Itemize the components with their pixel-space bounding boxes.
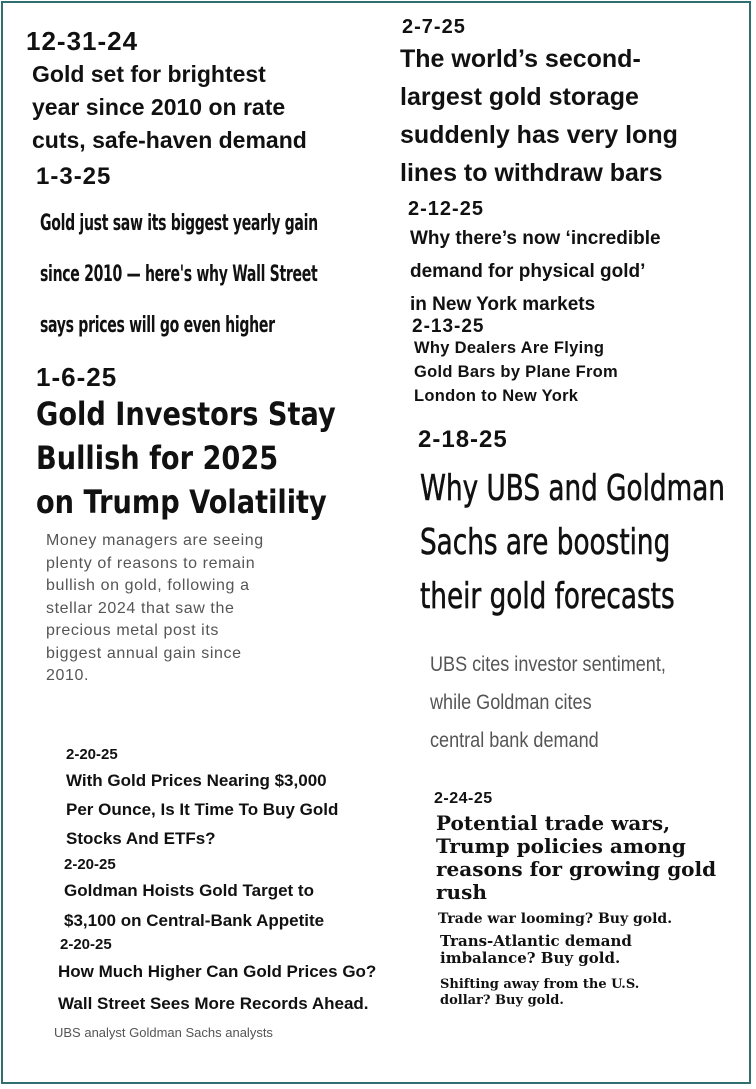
headline-gold-investors-bullish: [36, 392, 336, 524]
headline-line: Wall Street Sees More Records Ahead.: [58, 994, 369, 1013]
headline-flying-gold-bars: [414, 336, 618, 408]
headline-line: Potential trade wars,: [436, 811, 671, 835]
headline-line: With Gold Prices Nearing $3,000: [66, 771, 327, 790]
headline-line: lines to withdraw bars: [400, 159, 663, 187]
date-1-6-25: 1-6-25: [36, 362, 118, 392]
headline-line: Trump policies among: [436, 834, 686, 858]
headline-line: largest gold storage: [400, 83, 639, 111]
bullet-line: dollar? Buy gold.: [440, 993, 564, 1008]
headline-line: year since 2010 on rate: [32, 94, 286, 120]
headline-line: Gold set for brightest: [32, 61, 266, 87]
headline-line: Stocks And ETFs?: [66, 829, 216, 848]
date-2-7-25: 2-7-25: [402, 16, 466, 38]
date-2-20-25-c: 2-20-25: [60, 936, 112, 953]
bullet-line: Trade war looming? Buy gold.: [438, 911, 673, 927]
headline-line: rush: [436, 880, 487, 904]
subhead-line: bullish on gold, following a: [46, 577, 250, 594]
headline-gold-biggest-yearly-gain: [40, 198, 318, 351]
headline-line: Gold just saw its biggest yearly gain: [40, 211, 318, 236]
headline-line: says prices will go even higher: [40, 313, 275, 338]
date-1-3-25: 1-3-25: [36, 163, 112, 190]
headline-line: Goldman Hoists Gold Target to: [64, 881, 314, 900]
headline-line: cuts, safe-haven demand: [32, 127, 307, 153]
subhead-line: Money managers are seeing: [46, 532, 264, 549]
subhead-line: biggest annual gain since: [46, 644, 242, 662]
headline-line: $3,100 on Central-Bank Appetite: [64, 911, 325, 930]
bullet-trans-atlantic-demand: [440, 933, 632, 967]
date-2-20-25-b: 2-20-25: [64, 856, 116, 873]
footer-analysts-caption: UBS analyst Goldman Sachs analysts: [54, 1025, 273, 1040]
headline-line: Why there’s now ‘incredible: [410, 228, 661, 249]
headline-line: their gold forecasts: [420, 576, 675, 617]
headline-line: since 2010 — here's why Wall Street: [40, 262, 318, 287]
headline-trade-wars-gold-rush: [436, 812, 716, 904]
subhead-line: stellar 2024 that saw the: [46, 599, 235, 617]
headline-line: Gold Investors Stay: [36, 395, 336, 433]
headline-line: suddenly has very long: [400, 121, 678, 149]
subhead-line: 2010.: [46, 667, 90, 684]
headline-line: Per Ounce, Is It Time To Buy Gold: [66, 800, 339, 819]
date-2-18-25: 2-18-25: [418, 426, 508, 453]
headline-line: on Trump Volatility: [36, 483, 327, 521]
subhead-line: while Goldman cites: [430, 691, 592, 714]
headline-incredible-demand: [410, 222, 661, 321]
date-2-20-25-a: 2-20-25: [66, 746, 118, 763]
headline-line: Sachs are boosting: [420, 522, 671, 563]
headline-gold-storage-lines: [400, 40, 678, 192]
headline-ubs-goldman-forecasts: [420, 462, 725, 624]
headline-gold-brightest-year: [32, 58, 307, 157]
headline-line: reasons for growing gold: [436, 857, 717, 881]
subhead-line: precious metal post its: [46, 622, 219, 639]
headline-line: Gold Bars by Plane From: [414, 363, 619, 381]
headline-line: London to New York: [414, 387, 579, 405]
bullet-trade-war-looming: [438, 910, 672, 928]
headline-line: demand for physical gold’: [410, 261, 646, 282]
subhead-line: UBS cites investor sentiment,: [430, 653, 666, 676]
date-2-12-25: 2-12-25: [408, 198, 484, 220]
bullet-line: Shifting away from the U.S.: [440, 977, 640, 992]
headline-line: Why UBS and Goldman: [420, 468, 725, 509]
bullet-line: imbalance? Buy gold.: [440, 949, 621, 967]
subhead-line: plenty of reasons to remain: [46, 554, 256, 572]
headline-line: How Much Higher Can Gold Prices Go?: [58, 962, 377, 981]
date-12-31-24: 12-31-24: [26, 26, 139, 56]
headline-gold-nearing-3000: [66, 766, 338, 853]
subhead-line: central bank demand: [430, 729, 599, 752]
headline-goldman-hoists-target: [64, 876, 324, 936]
headline-line: Why Dealers Are Flying: [414, 339, 605, 357]
headline-line: in New York markets: [410, 294, 596, 315]
subhead-money-managers: [46, 530, 264, 688]
bullet-line: Trans-Atlantic demand: [440, 932, 632, 950]
bullet-shifting-away-dollar: [440, 977, 639, 1009]
date-2-24-25: 2-24-25: [434, 790, 493, 807]
subhead-ubs-investor-sentiment: [430, 646, 666, 760]
headline-line: The world’s second-: [400, 45, 641, 73]
date-2-13-25: 2-13-25: [412, 316, 485, 337]
headline-line: Bullish for 2025: [36, 439, 279, 477]
headline-how-much-higher: [58, 956, 376, 1020]
